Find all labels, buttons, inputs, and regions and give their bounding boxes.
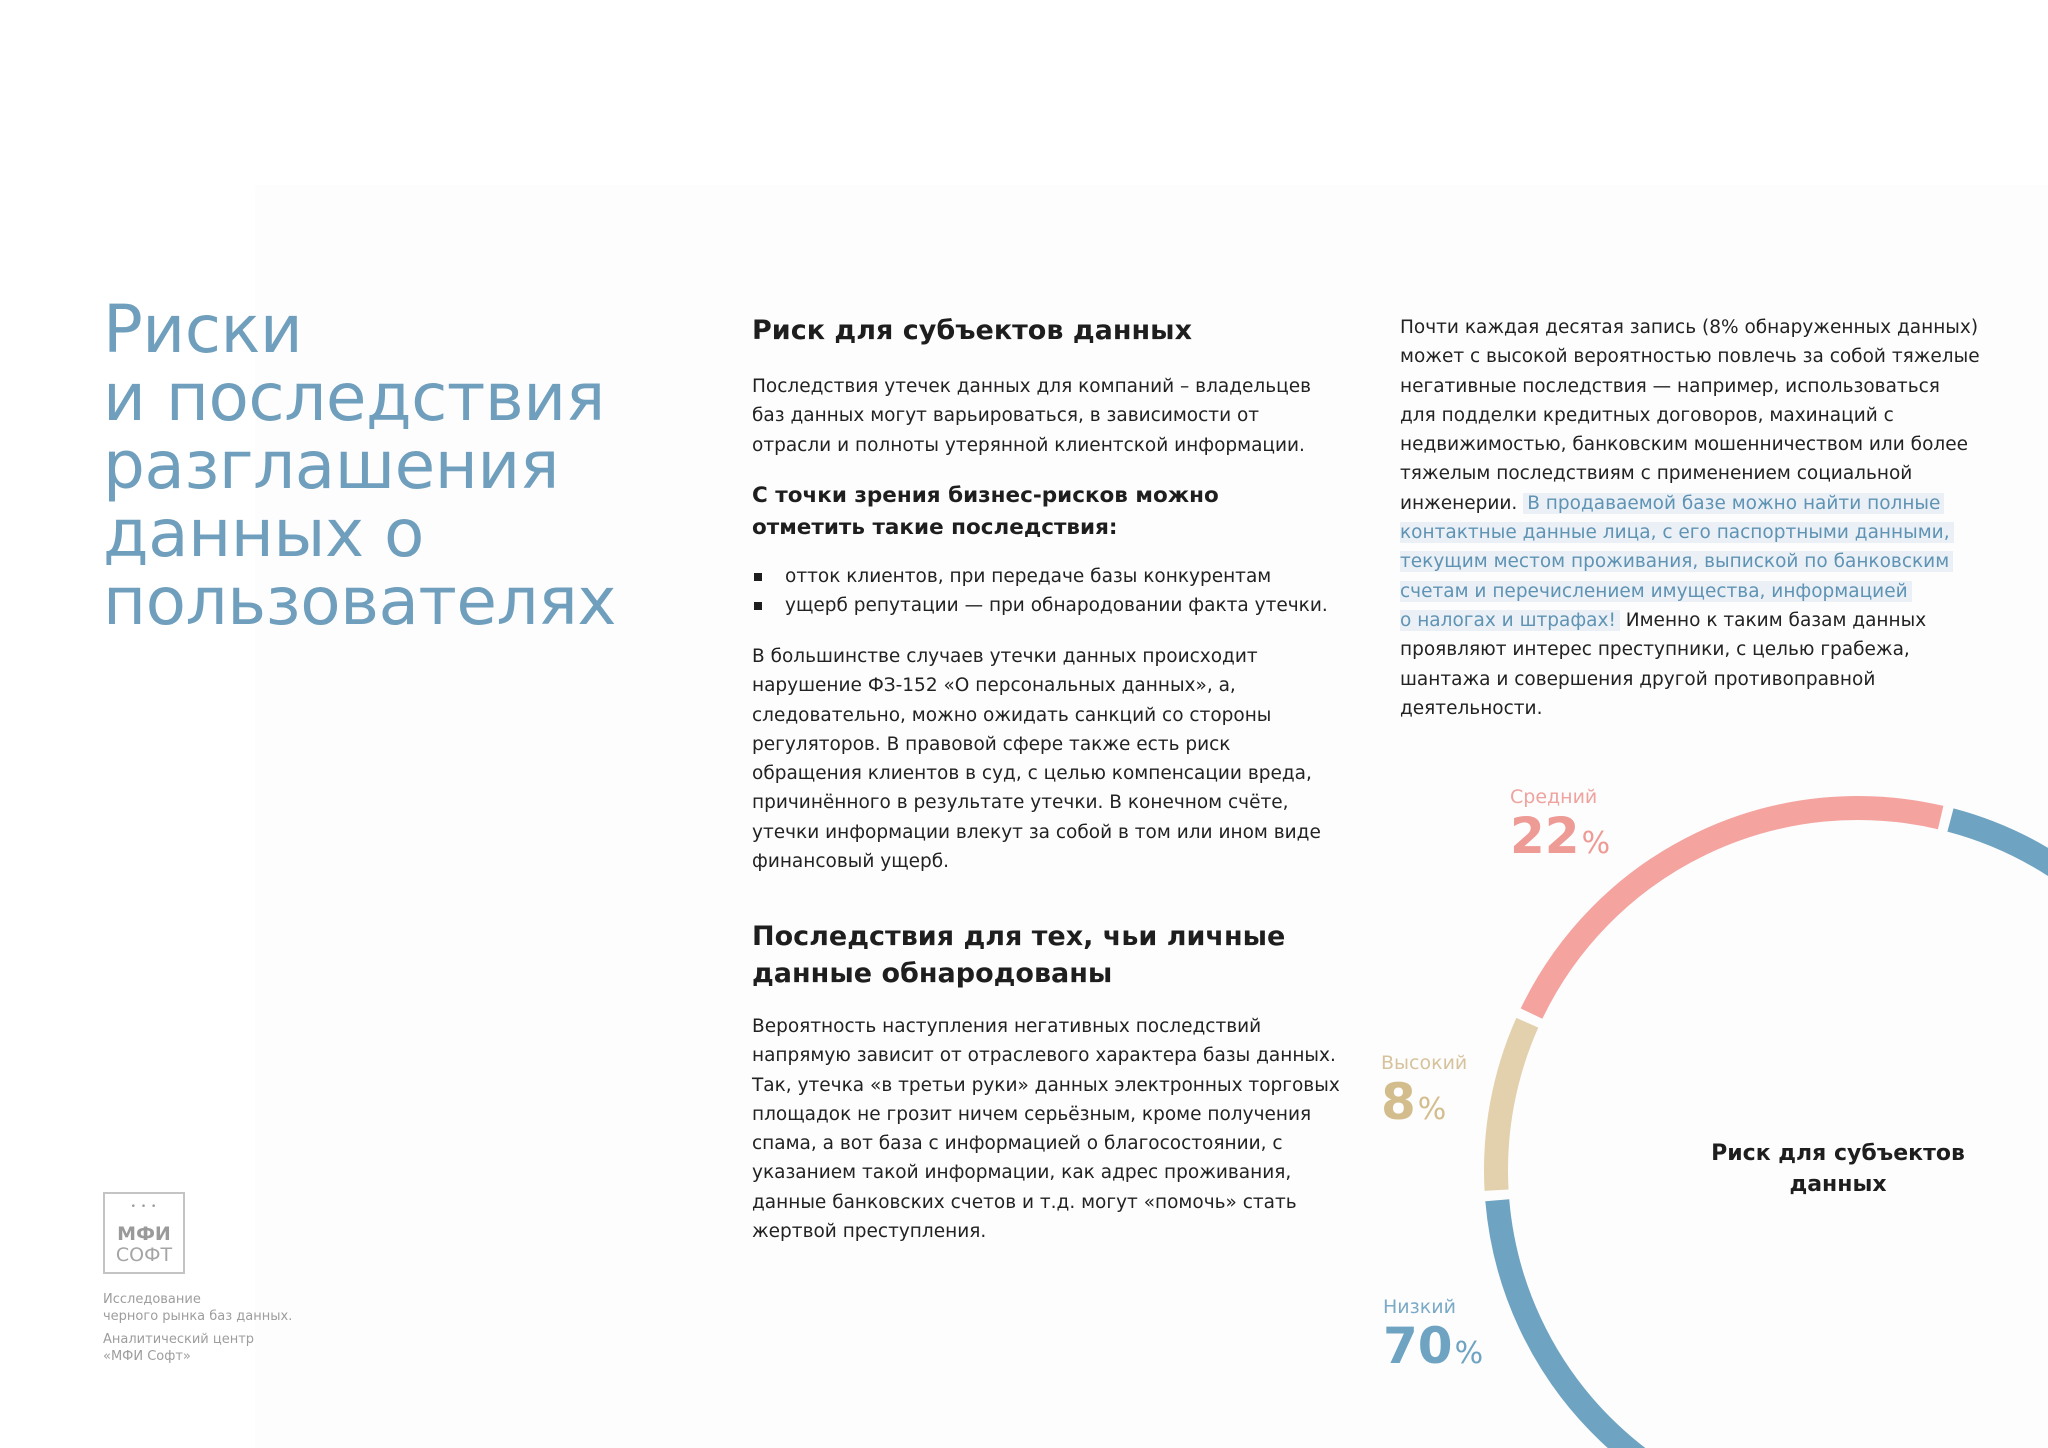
title-line: разглашения <box>103 427 559 504</box>
percent-label <box>1383 1318 1483 1382</box>
category-label: Низкий <box>1383 1296 1456 1318</box>
percent-label <box>1510 808 1610 872</box>
text-line: негативные последствия — например, использоваться <box>1400 375 1940 397</box>
logo-dots-icon: • • • <box>130 1202 158 1212</box>
text-line: указанием такой информации, как адрес проживания, <box>752 1162 1292 1184</box>
text-line: напрямую зависит от отраслевого характера базы данных. <box>752 1045 1336 1067</box>
text-line: Так, утечка «в третьи руки» данных электронных торговых <box>752 1074 1340 1096</box>
text-line: может с высокой вероятностью повлечь за собой тяжелые <box>1400 346 1980 368</box>
legend-medium <box>1510 786 1610 872</box>
text-line: проявляют интерес преступники, с целью грабежа, <box>1400 639 1910 661</box>
text-line: черного рынка баз данных. <box>103 1309 293 1324</box>
highlighted-text: о налогах и штрафах! <box>1400 610 1620 631</box>
percent-value: 70 <box>1383 1317 1453 1375</box>
percent-label <box>1381 1074 1467 1138</box>
text-line: Исследование <box>103 1292 201 1307</box>
text-line: обращения клиентов в суд, с целью компенсации вреда, <box>752 763 1312 785</box>
percent-sign: % <box>1417 1092 1447 1127</box>
text-line: Аналитический центр <box>103 1332 255 1347</box>
text-line: Почти каждая десятая запись (8% обнаруженных данных) <box>1400 317 1979 338</box>
logo-text: СОФТ <box>115 1244 173 1266</box>
percent-sign: % <box>1454 1336 1484 1371</box>
text-line: Последствия утечек данных для компаний – владельцев <box>752 376 1312 397</box>
highlighted-text: В продаваемой базе можно найти полные <box>1523 493 1944 514</box>
highlighted-text: счетам и перечислением имущества, информацией <box>1400 581 1912 602</box>
text-line: недвижимостью, банковским мошенничеством или более <box>1400 434 1968 456</box>
percent-sign: % <box>1581 826 1611 861</box>
text-line: финансовый ущерб. <box>752 851 950 873</box>
title-line: пользователях <box>103 563 616 640</box>
donut-segment-low <box>1497 820 2048 1448</box>
text-line: регуляторов. В правовой сфере также есть риск <box>752 733 1231 755</box>
text-line: нарушение ФЗ-152 «О персональных данных», а, <box>752 675 1236 697</box>
text-line: спама, а вот база с информацией о благосостоянии, с <box>752 1133 1283 1155</box>
title-line: и последствия <box>103 359 605 436</box>
text-line: деятельности. <box>1400 697 1543 719</box>
category-label: Средний <box>1510 786 1598 808</box>
donut-center-label <box>1702 1138 1974 1200</box>
section1-heading: Риск для субъектов данных <box>752 315 1192 346</box>
text-line: данные обнародованы <box>752 958 1113 989</box>
text-line: Риск для субъектов <box>1711 1141 1965 1166</box>
highlighted-text: текущим местом проживания, выпиской по банковским <box>1400 551 1953 572</box>
list-item: ущерб репутации — при обнародовании факта утечки. <box>752 591 1328 620</box>
text-line: отметить такие последствия: <box>752 515 1118 540</box>
text-line: В большинстве случаев утечки данных происходит <box>752 646 1258 667</box>
category-label: Высокий <box>1381 1052 1468 1074</box>
text-line: «МФИ Софт» <box>103 1349 191 1364</box>
text-line: данные банковских счетов и т.д. могут «помочь» стать <box>752 1191 1297 1213</box>
legend-high <box>1381 1052 1467 1138</box>
percent-value: 22 <box>1510 807 1580 865</box>
text-line: шантажа и совершения другой противоправной <box>1400 668 1876 690</box>
text-fragment: инженерии. <box>1400 492 1518 514</box>
title-line: данных о <box>103 495 424 572</box>
text-fragment: Именно к таким базам данных <box>1625 609 1927 631</box>
highlighted-text: контактные данные лица, с его паспортными данными, <box>1400 522 1954 543</box>
text-line: баз данных могут варьироваться, в зависимости от <box>752 405 1260 427</box>
footer-org <box>103 1331 254 1365</box>
footer-report <box>103 1291 292 1325</box>
text-line: тяжелым последствиям с применением социальной <box>1400 463 1913 485</box>
title-line: Риски <box>103 291 303 368</box>
text-line: жертвой преступления. <box>752 1221 987 1243</box>
legend-low <box>1383 1296 1483 1382</box>
donut-segment-high <box>1496 1023 1527 1190</box>
text-line: для подделки кредитных договоров, махинаций с <box>1400 404 1894 426</box>
text-line: Вероятность наступления негативных последствий <box>752 1016 1262 1037</box>
percent-value: 8 <box>1381 1073 1416 1131</box>
text-line: Последствия для тех, чьи личные <box>752 921 1286 952</box>
text-line: причинённого в результате утечки. В конечном счёте, <box>752 792 1289 814</box>
logo-text: МФИ <box>117 1223 171 1245</box>
text-line: С точки зрения бизнес-рисков можно <box>752 483 1219 508</box>
text-line: отрасли и полноты утерянной клиентской информации. <box>752 434 1305 456</box>
text-line: площадок не грозит ничем серьёзным, кроме получения <box>752 1103 1312 1125</box>
text-line: данных <box>1789 1172 1887 1197</box>
text-line: следовательно, можно ожидать санкций со стороны <box>752 704 1272 726</box>
list-item: отток клиентов, при передаче базы конкурентам <box>752 562 1328 591</box>
mfi-soft-logo <box>103 1192 185 1274</box>
text-line: утечки информации влекут за собой в том или ином виде <box>752 821 1321 843</box>
